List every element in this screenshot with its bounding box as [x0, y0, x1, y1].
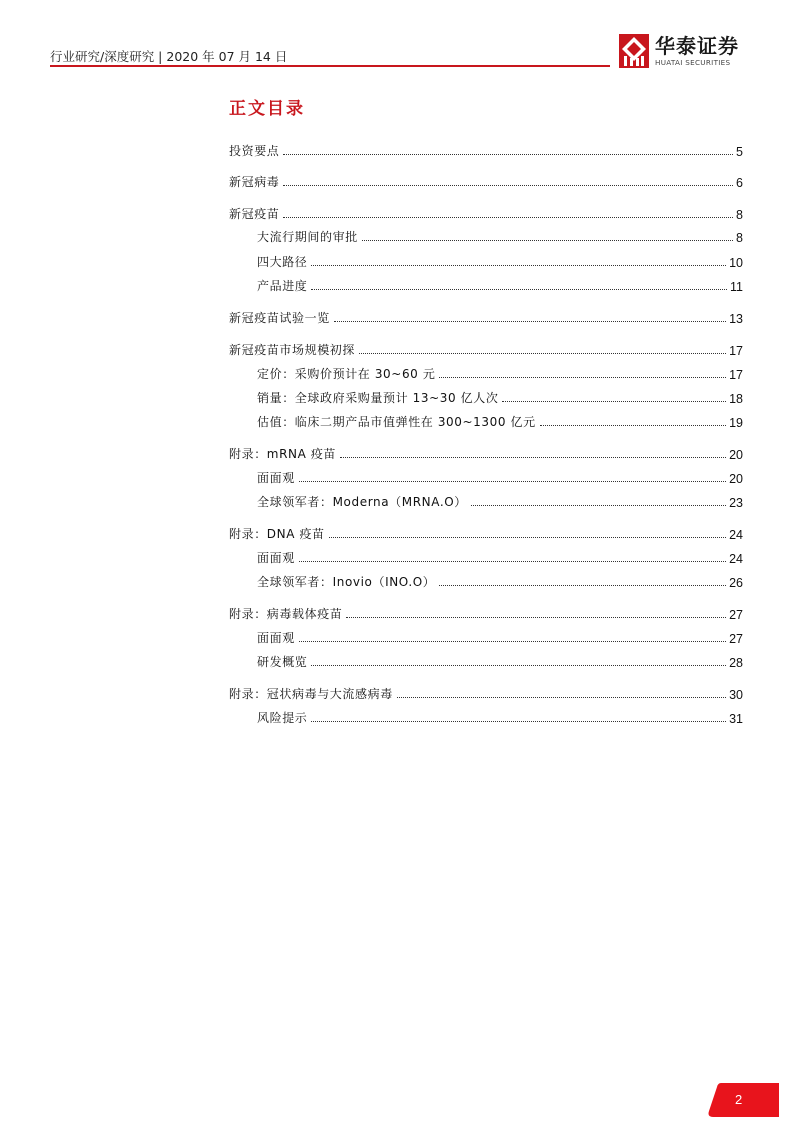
toc-leader-dots	[299, 560, 726, 562]
toc-entry[interactable]	[257, 388, 743, 406]
toc-leader-dots	[311, 720, 726, 722]
toc-entry-page: 27	[729, 608, 743, 622]
toc-leader-dots	[299, 640, 726, 642]
toc-entry-label: 全球领军者：Moderna（MRNA.O）	[257, 495, 467, 509]
toc-leader-dots	[311, 264, 726, 266]
toc-entry-label: 估值：临床二期产品市值弹性在 300~1300 亿元	[257, 415, 536, 429]
toc-leader-dots	[283, 153, 733, 155]
toc-leader-dots	[283, 184, 733, 186]
toc-entry[interactable]	[257, 548, 743, 566]
toc-entry[interactable]	[229, 340, 743, 358]
toc-entry[interactable]	[229, 141, 743, 159]
toc-entry[interactable]	[257, 708, 743, 726]
toc-entry-page: 30	[729, 688, 743, 702]
toc-entry-label: 新冠疫苗试验一览	[229, 311, 330, 325]
toc-entry[interactable]	[257, 468, 743, 486]
toc-entry[interactable]	[257, 628, 743, 646]
toc-entry-page: 20	[729, 472, 743, 486]
toc-leader-dots	[311, 288, 727, 290]
toc-entry[interactable]	[229, 684, 743, 702]
toc-entry-page: 8	[736, 231, 743, 245]
toc-entry[interactable]	[229, 308, 743, 326]
toc-entry-page: 6	[736, 176, 743, 190]
toc-entry-label: 定价：采购价预计在 30~60 元	[257, 367, 436, 381]
toc-entry-label: 新冠疫苗市场规模初探	[229, 343, 356, 357]
toc-entry[interactable]	[257, 412, 743, 430]
toc-entry[interactable]	[229, 524, 743, 542]
logo-chinese-name: 华泰证券	[655, 34, 739, 58]
toc-leader-dots	[471, 504, 726, 506]
header-divider	[50, 65, 610, 67]
toc-entry-page: 18	[729, 392, 743, 406]
toc-leader-dots	[362, 239, 733, 241]
toc-entry-page: 31	[729, 712, 743, 726]
toc-entry[interactable]	[257, 364, 743, 382]
toc-entry[interactable]	[229, 604, 743, 622]
toc-entry[interactable]	[257, 227, 743, 245]
toc-entry-label: 投资要点	[229, 144, 280, 158]
toc-entry-page: 5	[736, 145, 743, 159]
toc-entry-page: 27	[729, 632, 743, 646]
toc-leader-dots	[299, 480, 726, 482]
toc-entry[interactable]	[257, 652, 743, 670]
toc-leader-dots	[283, 216, 733, 218]
report-header: 行业研究/深度研究 | 2020 年 07 月 14 日	[50, 49, 288, 64]
toc-entry-label: 销量：全球政府采购量预计 13~30 亿人次	[257, 391, 499, 405]
toc-entry-label: 大流行期间的审批	[257, 230, 358, 244]
page-number: 2	[735, 1092, 743, 1107]
toc-entry-page: 24	[729, 552, 743, 566]
toc-entry-label: 全球领军者：Inovio（INO.O）	[257, 575, 436, 589]
toc-entry-page: 28	[729, 656, 743, 670]
company-logo	[619, 34, 749, 70]
toc-entry-page: 10	[729, 256, 743, 270]
toc-entry-page: 17	[729, 344, 743, 358]
toc-entry-page: 11	[730, 280, 743, 294]
toc-leader-dots	[346, 616, 726, 618]
toc-entry-label: 风险提示	[257, 711, 308, 725]
toc-entry-label: 新冠病毒	[229, 175, 280, 189]
toc-entry-label: 产品进度	[257, 279, 308, 293]
toc-entry-page: 26	[729, 576, 743, 590]
toc-entry-page: 19	[729, 416, 743, 430]
toc-entry-page: 8	[736, 208, 743, 222]
toc-entry-label: 附录：冠状病毒与大流感病毒	[229, 687, 393, 701]
toc-leader-dots	[540, 424, 726, 426]
toc-entry-label: 附录：DNA 疫苗	[229, 527, 325, 541]
toc-entry[interactable]	[257, 572, 743, 590]
toc-entry-label: 面面观	[257, 631, 295, 645]
toc-leader-dots	[359, 352, 726, 354]
toc-entry[interactable]	[257, 276, 743, 294]
toc-leader-dots	[340, 456, 726, 458]
toc-entry-label: 附录：mRNA 疫苗	[229, 447, 337, 461]
toc-entry-page: 20	[729, 448, 743, 462]
toc-entry-page: 17	[729, 368, 743, 382]
toc-leader-dots	[329, 536, 726, 538]
toc-entry[interactable]	[229, 444, 743, 462]
toc-title: 正文目录	[229, 99, 305, 119]
toc-entry-label: 四大路径	[257, 255, 308, 269]
toc-entry-page: 13	[729, 312, 743, 326]
toc-entry[interactable]	[229, 204, 743, 222]
toc-leader-dots	[334, 320, 726, 322]
toc-entry[interactable]	[229, 172, 743, 190]
toc-entry-page: 24	[729, 528, 743, 542]
huatai-logo-icon	[619, 34, 649, 68]
toc-entry[interactable]	[257, 492, 743, 510]
toc-entry[interactable]	[257, 252, 743, 270]
toc-entry-label: 研发概览	[257, 655, 308, 669]
logo-english-name: HUATAI SECURITIES	[655, 58, 731, 67]
toc-entry-label: 附录：病毒载体疫苗	[229, 607, 343, 621]
toc-leader-dots	[311, 664, 726, 666]
page-number-tab	[707, 1083, 779, 1117]
toc-entry-label: 面面观	[257, 471, 295, 485]
toc-entry-label: 面面观	[257, 551, 295, 565]
toc-entry-label: 新冠疫苗	[229, 207, 280, 221]
toc-leader-dots	[397, 696, 726, 698]
toc-leader-dots	[502, 400, 726, 402]
toc-entry-page: 23	[729, 496, 743, 510]
toc-leader-dots	[439, 584, 726, 586]
toc-leader-dots	[439, 376, 726, 378]
